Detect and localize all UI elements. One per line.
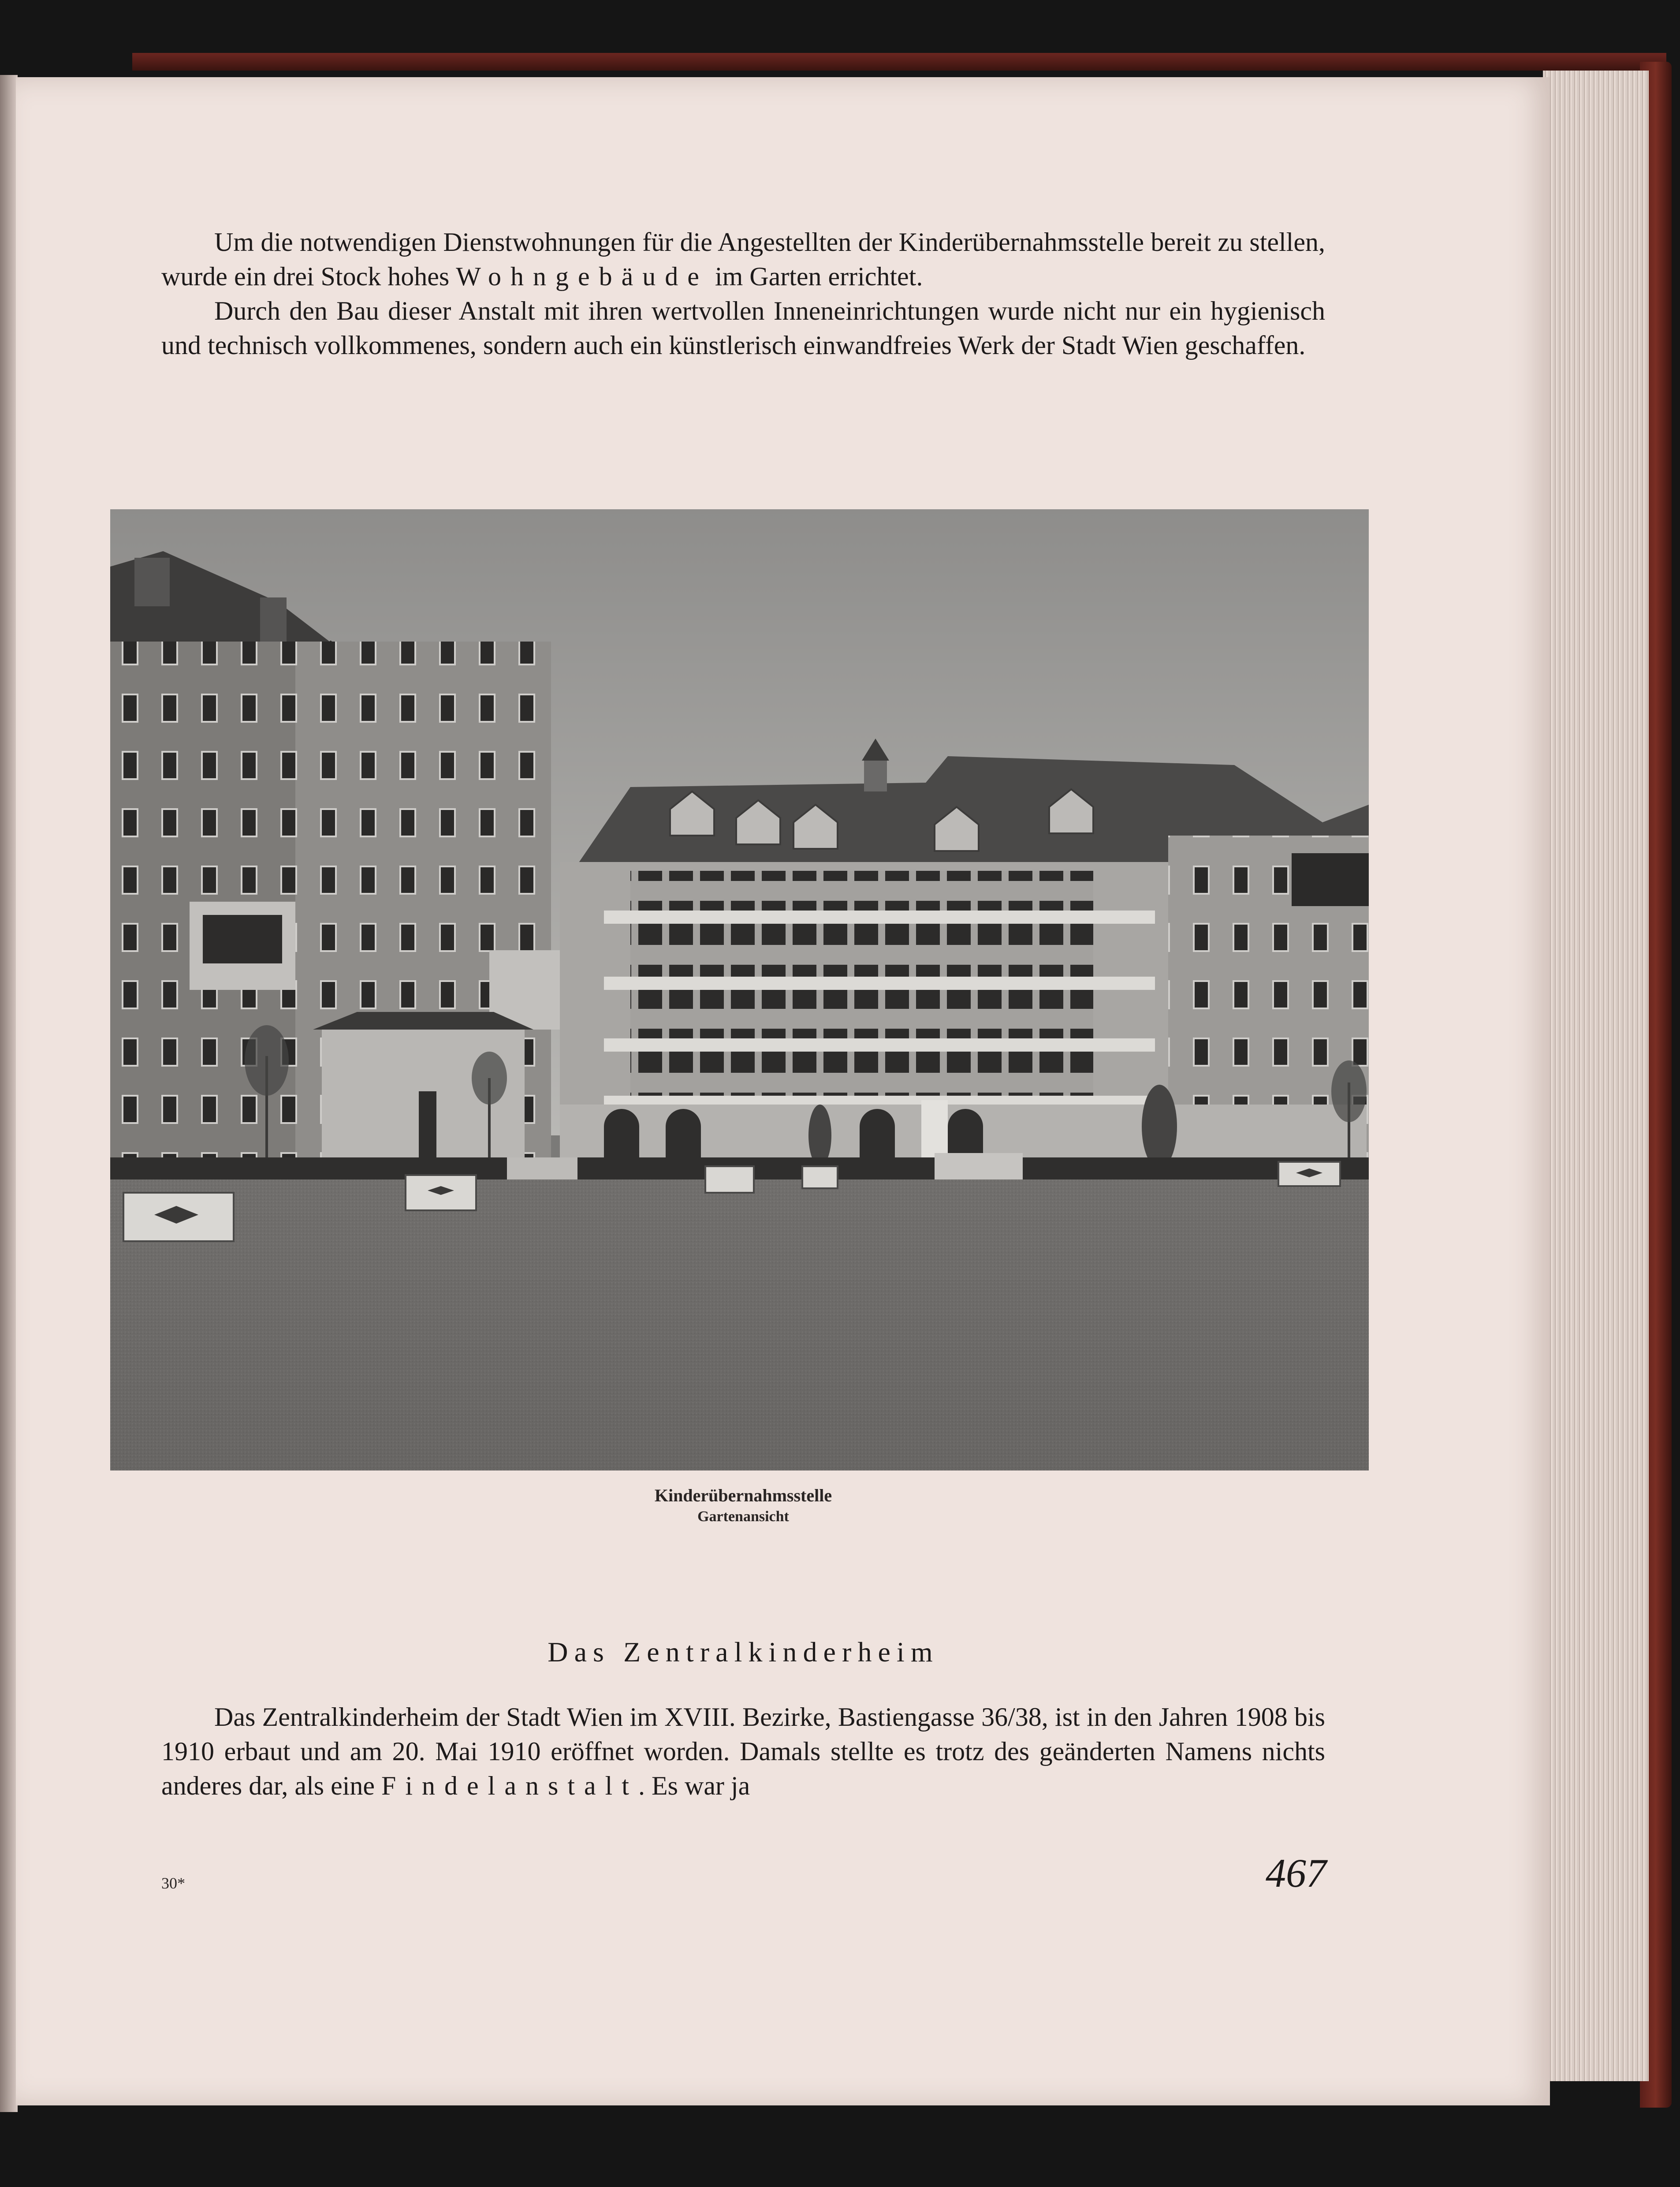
book-page [16, 77, 1550, 2105]
intro-paragraph-1 [161, 225, 1325, 294]
section-text [161, 1700, 1325, 1803]
building-photo [110, 509, 1369, 1470]
section-heading: Das Zentralkinderheim [548, 1636, 939, 1668]
section-paragraph-1 [161, 1700, 1325, 1803]
section-paragraph-1-text: Das Zentralkinderheim der Stadt Wien im XVIII. Bezirke, Bastiengasse 36/38, ist in den Jahren 1908 bis 1910 erbaut und am 20. Mai 1910 eröffnet worden. Damals stellte es trotz des geänderten Namens nichts anderes dar, als eine [161, 1702, 1325, 1800]
intro-paragraph-1-end: im Garten errichtet. [708, 262, 923, 291]
signature-mark: 30* [161, 1874, 185, 1892]
spaced-word-wohngebaeude: Wohngebäude [456, 262, 708, 291]
intro-text [161, 225, 1325, 362]
section-paragraph-1-end: . Es war ja [638, 1771, 750, 1800]
book-binding-top [132, 53, 1666, 71]
page-number: 467 [1266, 1851, 1326, 1896]
page-edges [1543, 71, 1649, 2081]
book-spine [0, 75, 18, 2112]
photo-caption-subtitle: Gartenansicht [697, 1508, 789, 1525]
spaced-word-findelanstalt: Findelanstalt [381, 1771, 638, 1800]
intro-paragraph-1-text: Um die notwendigen Dienstwohnungen für die Angestellten der Kinderübernahmsstelle bereit zu stellen, wurde ein drei Stock hohes [161, 228, 1325, 291]
intro-paragraph-2: Durch den Bau dieser Anstalt mit ihren wertvollen Inneneinrichtungen wurde nicht nur ein hygienisch und technisch vollkommenes, sondern auch ein künstlerisch einwandfreies Werk der Stadt Wien geschaffen. [161, 296, 1325, 360]
photo-caption-title: Kinderübernahmsstelle [654, 1485, 832, 1505]
